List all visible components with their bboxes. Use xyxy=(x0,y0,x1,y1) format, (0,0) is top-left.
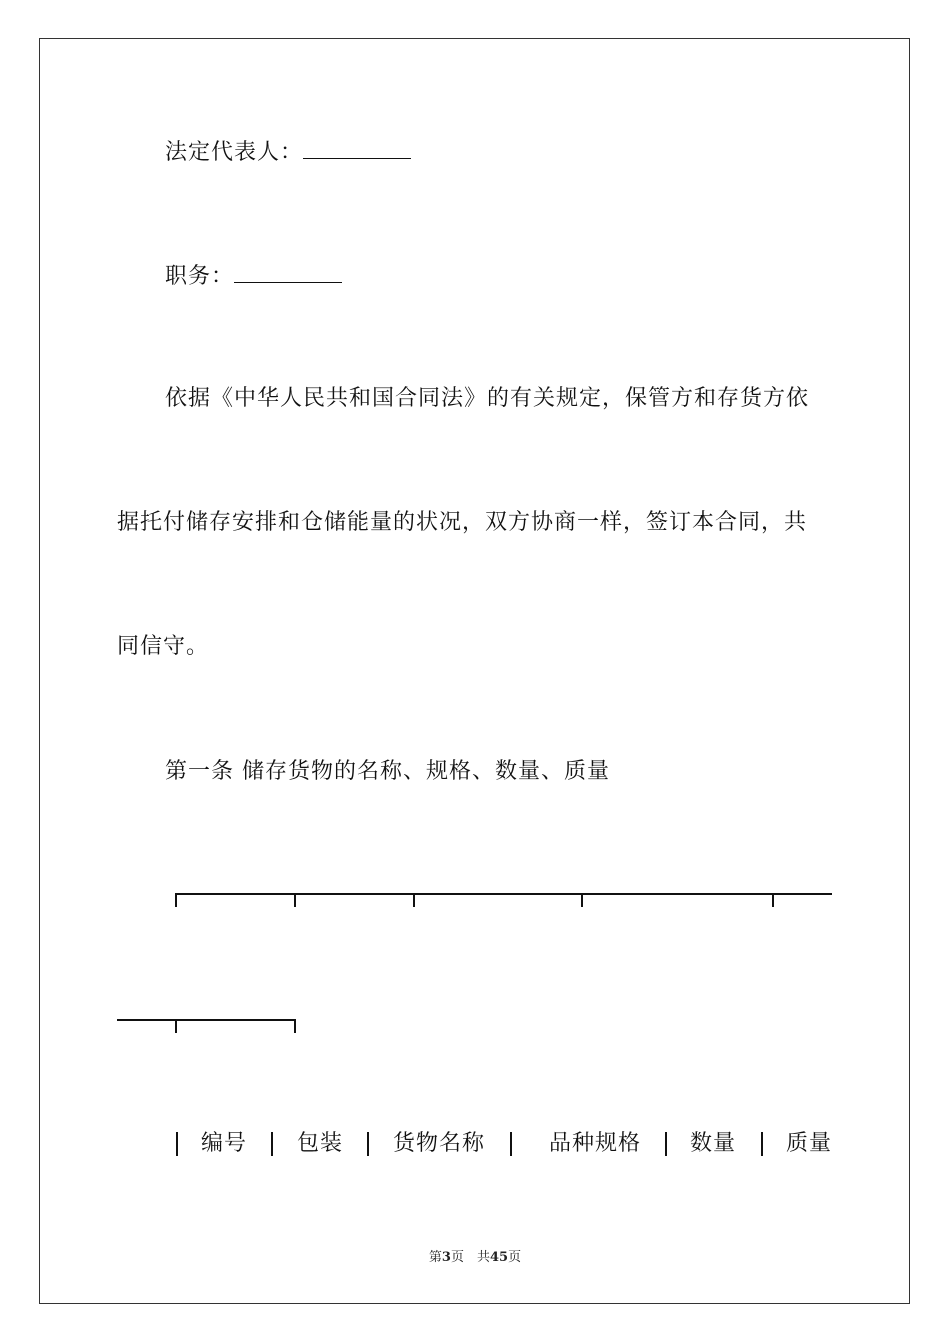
footer-total-pages: 45 xyxy=(489,1250,509,1265)
position-label: 职务： xyxy=(165,264,235,289)
header-cell-quality: 质量 xyxy=(786,1131,833,1156)
header-cell-goods-name: 货物名称 xyxy=(393,1131,486,1156)
paragraph-line-3: 同信守。 xyxy=(117,634,210,659)
footer-suffix: 页 xyxy=(508,1250,522,1265)
position-line xyxy=(165,260,342,292)
page-border xyxy=(39,38,910,1304)
footer-mid: 页 共 xyxy=(450,1250,490,1265)
paragraph-line-1: 依据《中华人民共和国合同法》的有关规定，保管方和存货方依 xyxy=(165,386,810,411)
header-cell-number: 编号 xyxy=(201,1131,248,1156)
footer-page-number: 3 xyxy=(441,1250,451,1265)
paragraph-line-2: 据托付储存安排和仓储能量的状况，双方协商一样，签订本合同，共 xyxy=(117,510,808,535)
position-blank[interactable] xyxy=(234,260,342,283)
article-1-title: 第一条 储存货物的名称、规格、数量、质量 xyxy=(165,759,610,784)
legal-rep-line xyxy=(165,136,411,168)
header-cell-spec: 品种规格 xyxy=(549,1131,642,1156)
footer-prefix: 第 xyxy=(428,1250,442,1265)
header-cell-packaging: 包装 xyxy=(297,1131,344,1156)
header-cell-quantity: 数量 xyxy=(690,1131,737,1156)
legal-rep-label: 法定代表人： xyxy=(165,140,304,165)
legal-rep-blank[interactable] xyxy=(303,136,411,159)
page-footer xyxy=(0,1246,950,1265)
